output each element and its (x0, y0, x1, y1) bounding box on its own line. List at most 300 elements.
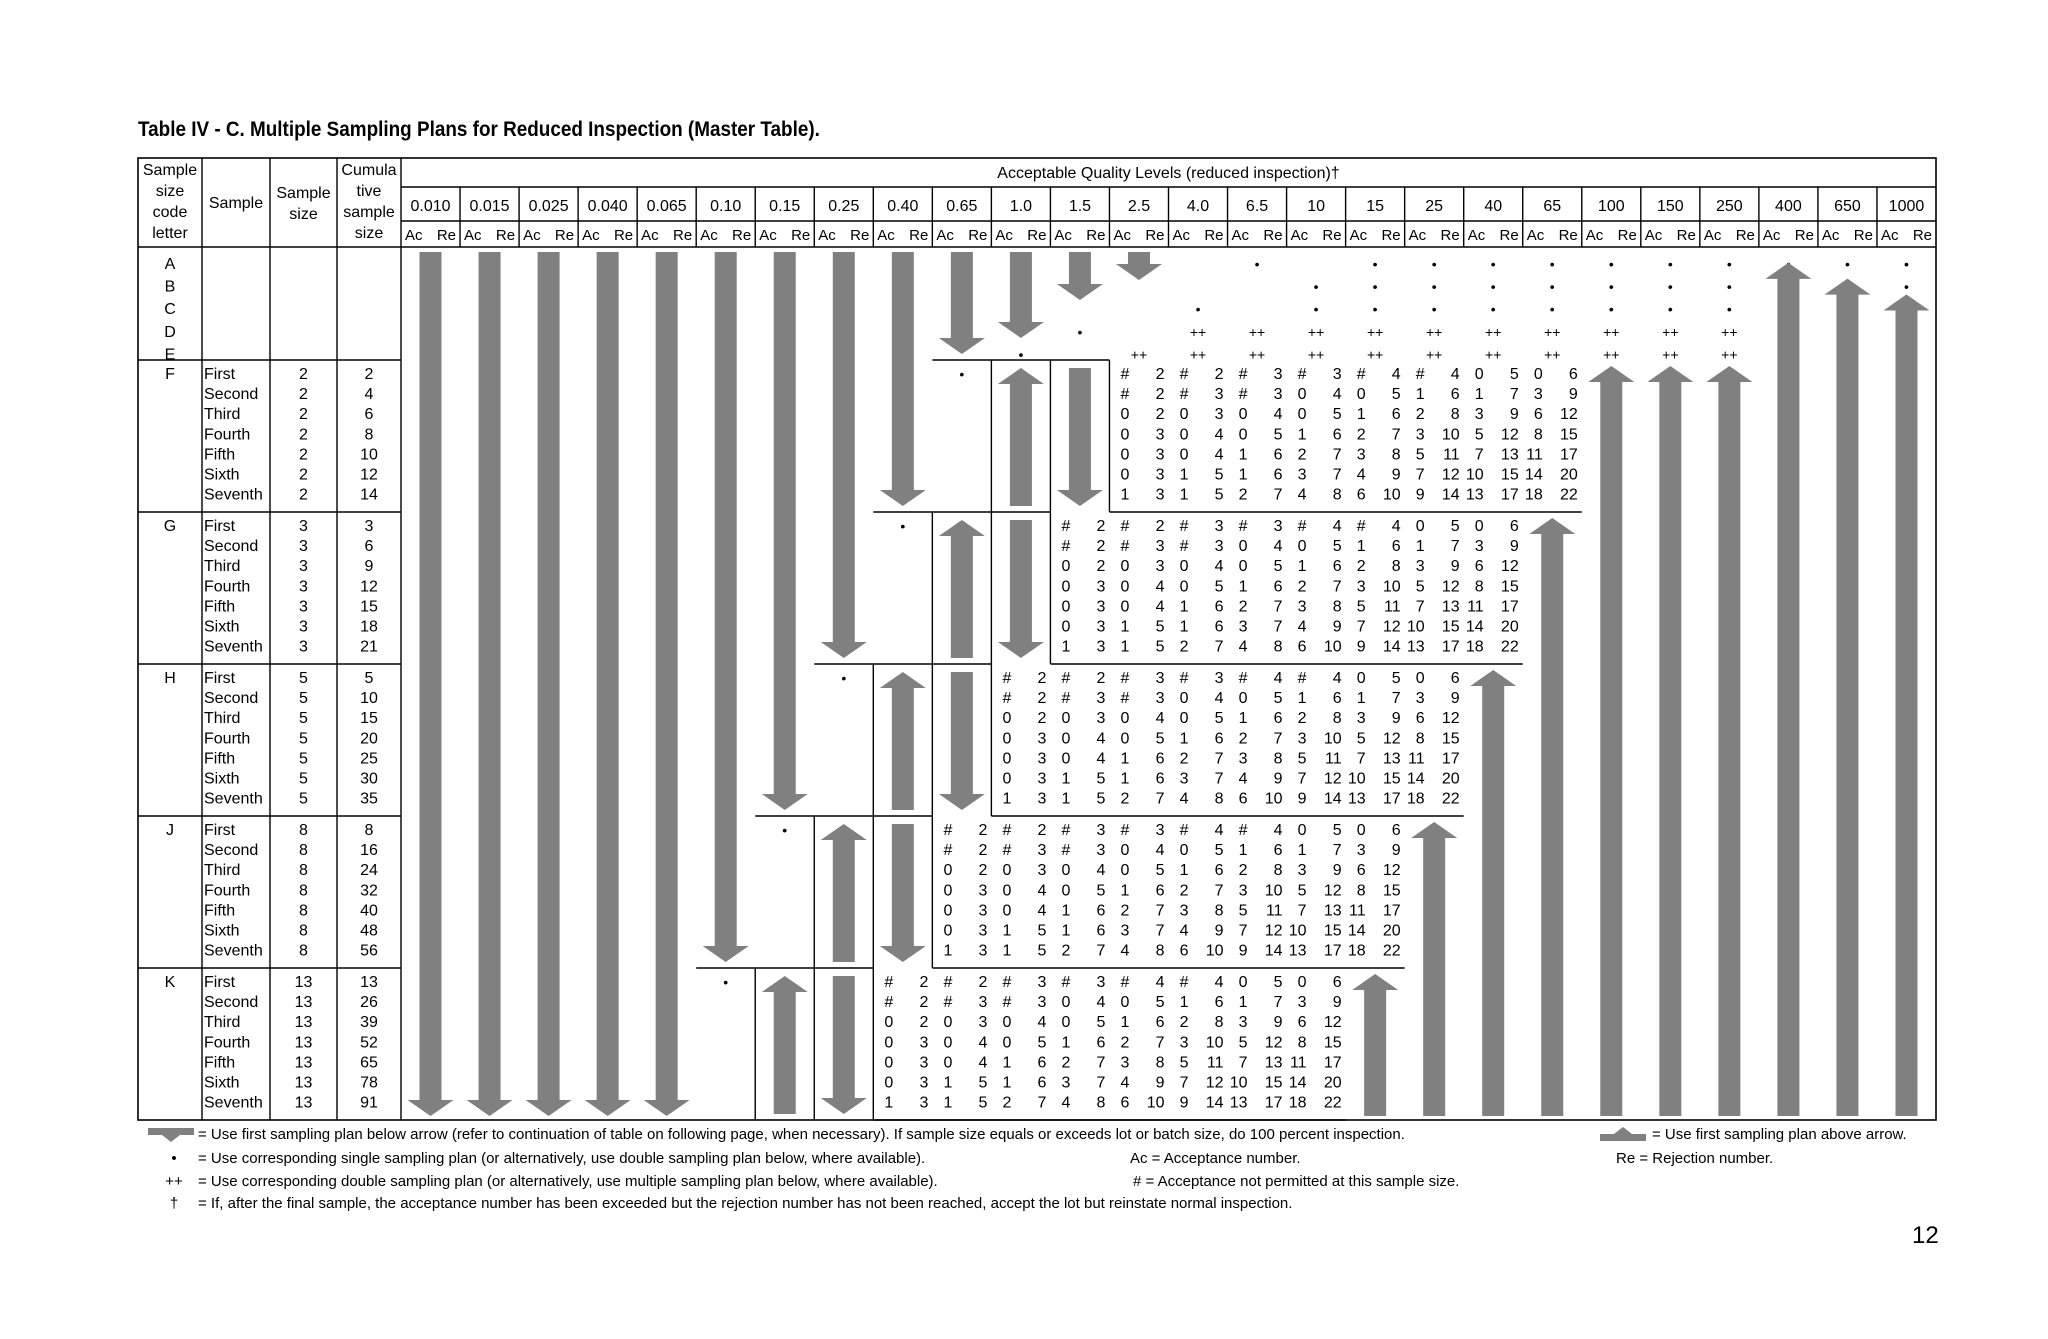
rejection-number: 3 (919, 1094, 929, 1112)
acceptance-number: 0 (1238, 690, 1248, 708)
acceptance-number: 13 (1465, 486, 1484, 504)
rejection-number: 5 (1096, 882, 1106, 900)
down-arrow-icon (762, 252, 808, 810)
acceptance-number: 1 (1238, 466, 1248, 484)
rejection-number: 8 (1273, 638, 1283, 656)
rejection-number: 3 (1096, 974, 1106, 991)
acceptance-number: 6 (1415, 710, 1425, 728)
acceptance-number: # (1356, 518, 1366, 535)
sample-size: 2 (299, 386, 308, 404)
rejection-number: 4 (1037, 902, 1047, 920)
rejection-number: 5 (1214, 710, 1224, 728)
acceptance-number: 0 (1061, 578, 1071, 596)
sample-stage: Third (204, 1014, 241, 1032)
rejection-number: 7 (1155, 1034, 1165, 1052)
code-letter: G (163, 518, 177, 535)
acceptance-number: 7 (1179, 1074, 1189, 1092)
acceptance-number: 1 (1061, 902, 1071, 920)
cumulative-sample-size: 2 (364, 366, 374, 383)
rejection-number: 6 (1332, 426, 1342, 444)
acceptance-number: 0 (1061, 710, 1071, 728)
sample-stage: First (204, 518, 236, 535)
down-arrow-icon (526, 252, 572, 1116)
acceptance-number: 3 (1356, 578, 1366, 596)
rejection-number: 12 (1264, 1034, 1283, 1052)
rejection-number: 3 (919, 1054, 929, 1072)
rejection-number: 10 (1264, 882, 1283, 900)
rejection-number: 3 (1155, 690, 1165, 708)
rejection-number: 5 (1332, 406, 1342, 424)
cumulative-sample-size: 4 (364, 386, 374, 404)
rejection-number: 7 (1332, 842, 1342, 860)
rejection-number: 8 (1273, 862, 1283, 880)
acceptance-number: 0 (1061, 730, 1071, 748)
rejection-number: 22 (1559, 486, 1578, 504)
rejection-number: 7 (1214, 750, 1224, 768)
rejection-number: 7 (1096, 942, 1106, 960)
acceptance-number: 0 (1120, 862, 1130, 880)
acceptance-number: # (1179, 366, 1189, 383)
rejection-number: 9 (1214, 922, 1224, 940)
acceptance-number: 2 (1179, 750, 1189, 768)
acceptance-number: 0 (1061, 618, 1071, 636)
acceptance-number: 3 (1238, 882, 1248, 900)
sample-size: 2 (299, 366, 308, 383)
acceptance-number: 0 (1297, 406, 1307, 424)
acceptance-number: 0 (1120, 578, 1130, 596)
acceptance-number: 7 (1415, 466, 1425, 484)
cumulative-sample-size: 39 (360, 1014, 378, 1032)
down-arrow-icon (821, 252, 867, 658)
sample-size: 13 (294, 1014, 313, 1032)
sample-size: 3 (299, 518, 308, 535)
acceptance-number: 2 (1061, 942, 1071, 960)
sample-size: 5 (299, 770, 308, 788)
rejection-number: 2 (1155, 518, 1165, 535)
acceptance-number: 0 (943, 1054, 953, 1072)
acceptance-number: 0 (1002, 1034, 1012, 1052)
rejection-number: 4 (1096, 750, 1106, 768)
acceptance-number: 0 (943, 922, 953, 940)
aql-value: 0.040 (587, 198, 628, 215)
rejection-number: 8 (1332, 486, 1342, 504)
double-plan-marker: ++ (1366, 346, 1384, 363)
double-plan-marker: ++ (1662, 323, 1679, 340)
rejection-number: 4 (1214, 446, 1224, 464)
acceptance-number: 0 (1002, 1014, 1012, 1032)
rejection-number: 4 (1332, 386, 1342, 404)
acceptance-number: 3 (1238, 750, 1248, 768)
rejection-number: 13 (1441, 598, 1460, 616)
cumulative-sample-size: 9 (364, 558, 374, 576)
acceptance-number: 10 (1229, 1074, 1248, 1092)
sample-stage: Third (204, 558, 241, 576)
acceptance-number: 8 (1474, 578, 1484, 596)
up-arrow-icon (1588, 366, 1634, 1116)
cumulative-sample-size: 15 (360, 598, 378, 616)
acceptance-number: # (1002, 822, 1012, 839)
acceptance-number: 0 (1415, 518, 1425, 535)
acceptance-number: 1 (1297, 426, 1307, 444)
rejection-number: 5 (1391, 670, 1401, 687)
rejection-number: 8 (1096, 1094, 1106, 1112)
acceptance-number: 7 (1356, 618, 1366, 636)
rejection-number: 3 (1214, 406, 1224, 424)
code-letter: J (166, 822, 174, 839)
aql-value: 250 (1716, 198, 1743, 215)
rejection-number: 15 (1441, 730, 1460, 748)
acceptance-number: # (1179, 670, 1189, 687)
header-ac: Ac (523, 227, 541, 244)
code-letter: D (164, 323, 176, 341)
rejection-number: 9 (1391, 710, 1401, 728)
cumulative-sample-size: 5 (364, 670, 374, 687)
rejection-number: 6 (1273, 842, 1283, 860)
aql-value: 40 (1484, 198, 1503, 215)
acceptance-number: 0 (1002, 862, 1012, 880)
rejection-number: 3 (978, 1014, 988, 1032)
acceptance-number: 0 (1297, 974, 1307, 991)
single-plan-marker: • (1431, 278, 1437, 295)
sample-stage: Fourth (204, 426, 251, 444)
cumulative-sample-size: 78 (360, 1074, 378, 1092)
double-plan-marker: ++ (1603, 323, 1620, 340)
rejection-number: 5 (1096, 790, 1106, 808)
acceptance-number: 6 (1533, 406, 1543, 424)
rejection-number: 7 (1450, 538, 1460, 556)
sample-size: 2 (299, 466, 308, 484)
acceptance-number: 1 (1238, 994, 1248, 1012)
legend-down-arrow-icon (148, 1128, 194, 1142)
acceptance-number: 9 (1238, 942, 1248, 960)
acceptance-number: 0 (884, 1014, 894, 1032)
rejection-number: 8 (1391, 446, 1401, 464)
acceptance-number: 13 (1229, 1094, 1248, 1112)
rejection-number: 11 (1265, 902, 1283, 920)
acceptance-number: 0 (1238, 406, 1248, 424)
header-re: Re (1794, 227, 1814, 244)
rejection-number: 2 (1155, 406, 1165, 424)
rejection-number: 5 (1214, 578, 1224, 596)
rejection-number: 3 (978, 994, 988, 1012)
acceptance-number: 18 (1406, 790, 1425, 808)
acceptance-number: 1 (1356, 406, 1366, 424)
acceptance-number: 1 (1061, 790, 1071, 808)
sample-stage: First (204, 974, 236, 991)
acceptance-number: 1 (1297, 558, 1307, 576)
rejection-number: 9 (1450, 558, 1460, 576)
sample-stage: First (204, 822, 236, 839)
rejection-number: 2 (919, 1014, 929, 1032)
double-plan-marker: ++ (1721, 346, 1738, 363)
acceptance-number: 0 (943, 882, 953, 900)
header-sample-size: size (289, 206, 318, 223)
sample-size: 13 (294, 974, 313, 991)
rejection-number: 15 (1323, 922, 1342, 940)
double-plan-marker: ++ (1721, 323, 1738, 340)
acceptance-number: # (1061, 822, 1071, 839)
header-ac: Ac (641, 227, 659, 244)
rejection-number: 17 (1382, 790, 1401, 808)
acceptance-number: 0 (1120, 446, 1130, 464)
aql-value: 400 (1775, 198, 1802, 215)
header-re: Re (1676, 227, 1696, 244)
acceptance-number: # (1238, 670, 1248, 687)
rejection-number: 6 (1332, 558, 1342, 576)
rejection-number: 6 (1096, 922, 1106, 940)
acceptance-number: 3 (1297, 466, 1307, 484)
header-re: Re (1440, 227, 1460, 244)
rejection-number: 4 (1155, 842, 1165, 860)
rejection-number: 22 (1500, 638, 1519, 656)
header-ac: Ac (1762, 227, 1781, 244)
rejection-number: 9 (1155, 1074, 1165, 1092)
acceptance-number: 8 (1533, 426, 1543, 444)
acceptance-number: 1 (943, 1094, 953, 1112)
acceptance-number: # (1120, 538, 1130, 556)
acceptance-number: # (884, 994, 894, 1012)
acceptance-number: 4 (1061, 1094, 1071, 1112)
acceptance-number: 4 (1238, 770, 1248, 788)
acceptance-number: 0 (884, 1034, 894, 1052)
acceptance-number: 3 (1179, 1034, 1189, 1052)
acceptance-number: 0 (943, 862, 953, 880)
rejection-number: 4 (1273, 670, 1283, 687)
legend-re-text: Re = Rejection number. (1616, 1150, 1774, 1167)
acceptance-number: 1 (1179, 618, 1189, 636)
cumulative-sample-size: 56 (360, 942, 378, 960)
acceptance-number: 11 (1526, 446, 1543, 464)
acceptance-number: 1 (1179, 862, 1189, 880)
acceptance-number: 6 (1356, 862, 1366, 880)
rejection-number: 17 (1382, 902, 1401, 920)
rejection-number: 17 (1323, 1054, 1342, 1072)
double-plan-marker: ++ (1307, 346, 1325, 363)
rejection-number: 6 (1037, 1054, 1047, 1072)
acceptance-number: 5 (1415, 446, 1425, 464)
down-arrow-icon (408, 252, 454, 1116)
rejection-number: 2 (978, 862, 988, 880)
code-letter: H (164, 670, 176, 687)
cumulative-sample-size: 13 (360, 974, 378, 991)
cumulative-sample-size: 12 (360, 466, 378, 484)
up-arrow-icon (1647, 366, 1693, 1116)
sample-size: 5 (299, 790, 308, 808)
sample-size: 5 (299, 670, 308, 687)
rejection-number: 7 (1509, 386, 1519, 404)
single-plan-marker: • (1667, 256, 1673, 272)
rejection-number: 2 (1037, 670, 1047, 687)
down-arrow-icon (880, 252, 926, 506)
header-ac: Ac (1467, 227, 1486, 244)
acceptance-number: 3 (1415, 426, 1425, 444)
header-re: Re (1263, 227, 1283, 244)
rejection-number: 6 (1273, 710, 1283, 728)
aql-value: 1.5 (1068, 198, 1092, 215)
acceptance-number: 3 (1120, 1054, 1130, 1072)
rejection-number: 6 (1214, 730, 1224, 748)
acceptance-number: 11 (1408, 750, 1425, 768)
rejection-number: 11 (1443, 446, 1460, 464)
rejection-number: 4 (1037, 882, 1047, 900)
acceptance-number: 2 (1238, 862, 1248, 880)
up-arrow-icon (1529, 518, 1575, 1116)
rejection-number: 9 (1568, 386, 1578, 404)
acceptance-number: 3 (1415, 690, 1425, 708)
rejection-number: 6 (1273, 466, 1283, 484)
rejection-number: 5 (1214, 842, 1224, 860)
acceptance-number: 0 (1238, 538, 1248, 556)
sample-size: 3 (299, 578, 308, 596)
rejection-number: 10 (1441, 426, 1460, 444)
rejection-number: 17 (1500, 486, 1519, 504)
acceptance-number: 4 (1297, 486, 1307, 504)
sample-stage: Sixth (204, 770, 240, 788)
acceptance-number: 3 (1179, 770, 1189, 788)
cumulative-sample-size: 10 (360, 690, 378, 708)
rejection-number: 3 (978, 882, 988, 900)
acceptance-number: 4 (1356, 466, 1366, 484)
aql-value: 2.5 (1127, 198, 1151, 215)
single-plan-marker: • (1608, 278, 1614, 295)
acceptance-number: 1 (1179, 466, 1189, 484)
acceptance-number: # (1120, 386, 1130, 404)
rejection-number: 17 (1559, 446, 1578, 464)
rejection-number: 9 (1332, 994, 1342, 1012)
rejection-number: 3 (1096, 842, 1106, 860)
rejection-number: 5 (1155, 638, 1165, 656)
acceptance-number: 0 (1179, 690, 1189, 708)
header-re: Re (1499, 227, 1519, 244)
acceptance-number: # (884, 974, 894, 991)
aql-value: 0.025 (528, 198, 569, 215)
single-plan-marker: • (1667, 278, 1673, 295)
up-arrow-icon (880, 672, 926, 810)
double-plan-marker: ++ (1248, 346, 1266, 363)
single-plan-marker: • (1372, 256, 1378, 272)
rejection-number: 15 (1264, 1074, 1283, 1092)
header-ac: Ac (1585, 227, 1604, 244)
rejection-number: 20 (1559, 466, 1578, 484)
acceptance-number: 0 (1120, 842, 1130, 860)
rejection-number: 3 (1155, 822, 1165, 839)
down-arrow-icon (821, 976, 867, 1114)
rejection-number: 4 (1273, 822, 1283, 839)
rejection-number: 5 (1273, 426, 1283, 444)
double-plan-marker: ++ (1130, 346, 1148, 363)
cumulative-sample-size: 20 (360, 730, 378, 748)
acceptance-number: 4 (1297, 618, 1307, 636)
acceptance-number: 2 (1356, 558, 1366, 576)
double-plan-marker: ++ (1425, 323, 1443, 340)
rejection-number: 11 (1384, 598, 1401, 616)
rejection-number: 5 (1332, 538, 1342, 556)
acceptance-number: # (1297, 366, 1307, 383)
acceptance-number: 2 (1415, 406, 1425, 424)
acceptance-number: 0 (1002, 902, 1012, 920)
sample-stage: Seventh (204, 942, 263, 960)
acceptance-number: 7 (1238, 922, 1248, 940)
sample-size: 13 (294, 1034, 313, 1052)
legend-double-text: = Use corresponding double sampling plan (or alternatively, use multiple sampling plan below, where available). (198, 1173, 938, 1190)
sample-stage: Second (204, 994, 259, 1012)
single-plan-marker: • (1372, 278, 1378, 295)
sample-stage: Fifth (204, 750, 236, 768)
sample-size: 8 (299, 862, 308, 880)
acceptance-number: 7 (1297, 770, 1307, 788)
rejection-number: 2 (919, 994, 929, 1012)
sample-size: 5 (299, 710, 308, 728)
cumulative-sample-size: 52 (360, 1034, 378, 1052)
sample-size: 3 (299, 558, 308, 576)
sample-size: 8 (299, 902, 308, 920)
header-code-letter: size (155, 183, 185, 200)
rejection-number: 3 (1096, 618, 1106, 636)
acceptance-number: 5 (1238, 1034, 1248, 1052)
acceptance-number: # (1061, 538, 1071, 556)
aql-value: 0.65 (946, 198, 978, 215)
double-plan-marker: ++ (1603, 346, 1620, 363)
acceptance-number: 0 (1120, 466, 1130, 484)
rejection-number: 7 (1214, 882, 1224, 900)
single-plan-marker: • (1549, 278, 1555, 295)
acceptance-number: 5 (1238, 902, 1248, 920)
acceptance-number: 14 (1347, 922, 1366, 940)
rejection-number: 9 (1509, 406, 1519, 424)
header-ac: Ac (1821, 227, 1840, 244)
down-arrow-icon (939, 672, 985, 810)
single-plan-marker: • (1254, 256, 1260, 272)
rejection-number: 3 (1096, 822, 1106, 839)
rejection-number: 5 (1214, 466, 1224, 484)
cumulative-sample-size: 30 (360, 770, 378, 788)
double-plan-marker: ++ (1662, 346, 1679, 363)
acceptance-number: 7 (1356, 750, 1366, 768)
acceptance-number: # (943, 842, 953, 860)
rejection-number: 17 (1441, 638, 1460, 656)
rejection-number: 4 (1214, 426, 1224, 444)
acceptance-number: 3 (1238, 1014, 1248, 1032)
acceptance-number: 1 (1061, 770, 1071, 788)
legend-down-arrow-text: = Use first sampling plan below arrow (refer to continuation of table on following page, when necessary). If sample size equals or exceeds lot or batch size, do 100 percent inspection. (198, 1126, 1405, 1143)
rejection-number: 5 (1096, 770, 1106, 788)
acceptance-number: 0 (943, 1014, 953, 1032)
rejection-number: 7 (1037, 1094, 1047, 1112)
acceptance-number: 5 (1356, 730, 1366, 748)
rejection-number: 5 (1391, 386, 1401, 404)
rejection-number: 3 (1037, 974, 1047, 991)
acceptance-number: 10 (1347, 770, 1366, 788)
rejection-number: 12 (1441, 710, 1460, 728)
single-plan-marker: • (841, 670, 847, 686)
acceptance-number: 3 (1179, 902, 1189, 920)
acceptance-number: # (1061, 842, 1071, 860)
acceptance-number: 4 (1120, 1074, 1130, 1092)
aql-value: 0.15 (769, 198, 801, 215)
header-re: Re (732, 227, 752, 244)
rejection-number: 13 (1500, 446, 1519, 464)
acceptance-number: 18 (1524, 486, 1543, 504)
acceptance-number: 3 (1297, 730, 1307, 748)
rejection-number: 4 (1214, 558, 1224, 576)
rejection-number: 15 (1559, 426, 1578, 444)
acceptance-number: # (1356, 366, 1366, 383)
header-cumulative: sample (343, 204, 395, 221)
down-arrow-icon (998, 252, 1044, 338)
rejection-number: 9 (1332, 862, 1342, 880)
aql-value: 1000 (1888, 198, 1925, 215)
rejection-number: 12 (1205, 1074, 1224, 1092)
